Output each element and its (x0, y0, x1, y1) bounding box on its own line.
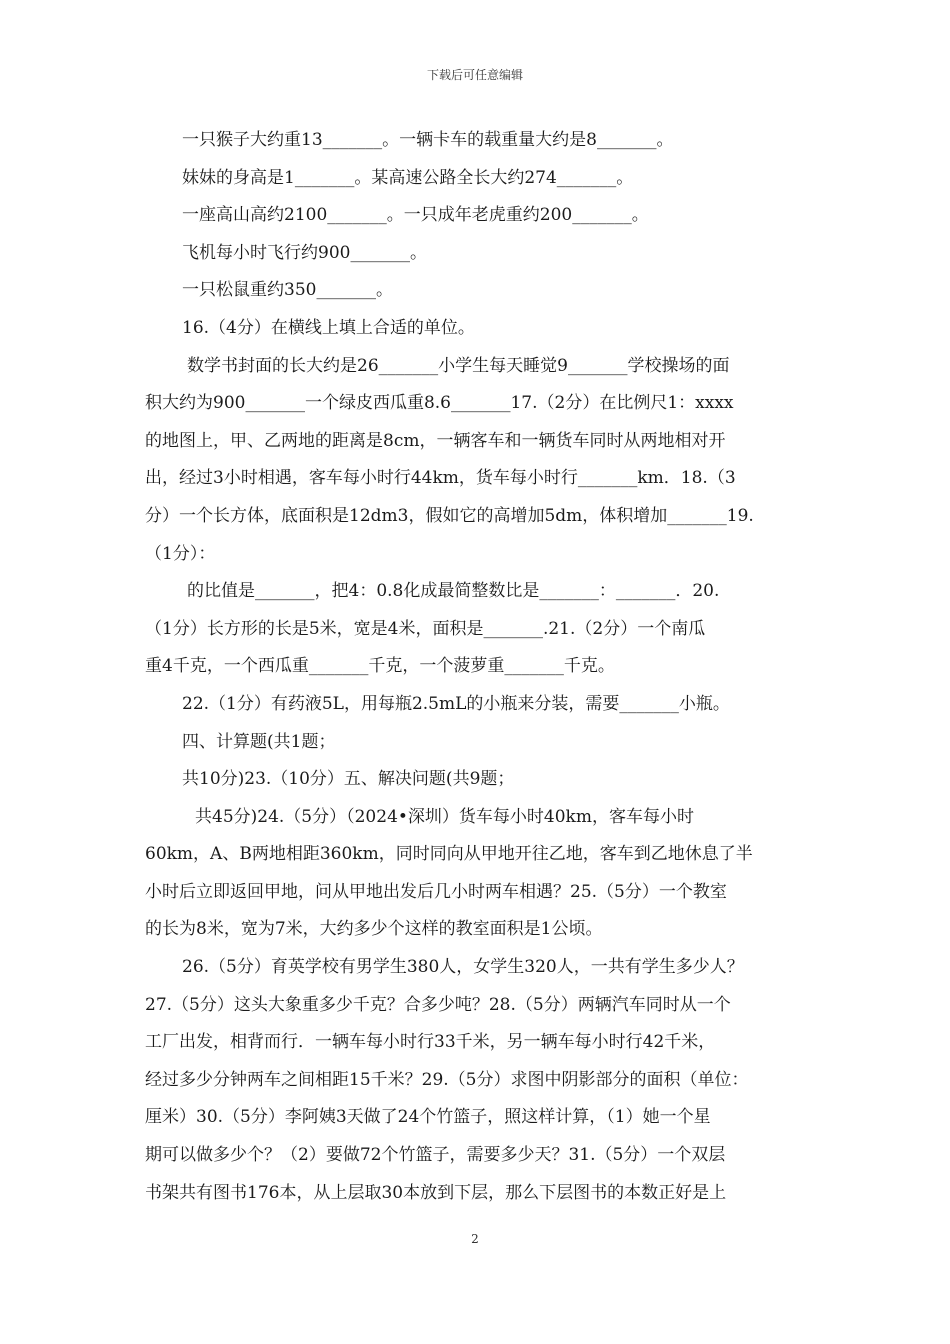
text-line: 一座高山高约2100_______。一只成年老虎重约200_______。 (182, 205, 649, 226)
text-line: 27.（5分）这头大象重多少千克？合多少吨？28.（5分）两辆汽车同时从一个 (145, 994, 731, 1015)
text-line: 一只猴子大约重13_______。一辆卡车的载重量大约是8_______。 (182, 130, 674, 150)
text-line: 数学书封面的长大约是26_______小学生每天睡觉9_______学校操场的面 (187, 355, 730, 376)
question-16: 16.（4分）在横线上填上合适的单位。 (182, 317, 475, 338)
text-line: 的地图上，甲、乙两地的距离是8cm，一辆客车和一辆货车同时从两地相对开 (145, 430, 726, 451)
text-line: 重4千克，一个西瓜重_______千克，一个菠萝重_______千克。 (145, 656, 615, 677)
text-line: 共45分)24.（5分）（2024•深圳）货车每小时40km，客车每小时 (195, 806, 694, 827)
text-line: （1分）长方形的长是5米，宽是4米，面积是_______.21.（2分）一个南瓜 (145, 618, 706, 639)
text-line: 书架共有图书176本，从上层取30本放到下层，那么下层图书的本数正好是上 (145, 1182, 727, 1203)
text-line: 小时后立即返回甲地，问从甲地出发后几小时两车相遇？25.（5分）一个教室 (145, 881, 727, 902)
question-26: 26.（5分）育英学校有男学生380人，女学生320人，一共有学生多少人？ (182, 957, 744, 978)
text-line: 积大约为900_______一个绿皮西瓜重8.6_______17.（2分）在比例尺1：xxxx (145, 393, 734, 414)
text-line: 厘米）30.（5分）李阿姨3天做了24个竹篮子，照这样计算，（1）她一个星 (145, 1107, 711, 1128)
text-line: 工厂出发，相背而行．一辆车每小时行33千米，另一辆车每小时行42千米， (145, 1032, 716, 1053)
text-line: 妹妹的身高是1_______。某高速公路全长大约274_______。 (182, 167, 634, 188)
text-line: 分）一个长方体，底面积是12dm3，假如它的高增加5dm，体积增加_______19. (145, 505, 754, 526)
text-line: 经过多少分钟两车之间相距15千米？29.（5分）求图中阴影部分的面积（单位： (145, 1069, 749, 1090)
text-line: 一只松鼠重约350_______。 (182, 280, 393, 301)
page-header: 下载后可任意编辑 (426, 68, 523, 82)
page-number: 2 (471, 1232, 479, 1246)
text-line: （1分）： (145, 543, 216, 564)
text-line: 共10分)23.（10分）五、解决问题(共9题； (182, 769, 515, 790)
text-line: 60km，A、B两地相距360km，同时同向从甲地开往乙地，客车到乙地休息了半 (145, 844, 753, 865)
question-22: 22.（1分）有药液5L，用每瓶2.5mL的小瓶来分装，需要_______小瓶。 (182, 693, 730, 714)
section-heading-calculation: 四、计算题(共1题； (182, 731, 336, 752)
text-line: 的长为8米，宽为7米，大约多少个这样的教室面积是1公顷。 (145, 919, 603, 940)
text-line: 期可以做多少个？（2）要做72个竹篮子，需要多少天？31.（5分）一个双层 (145, 1145, 726, 1166)
document-body (145, 122, 815, 1212)
text-line: 飞机每小时飞行约900_______。 (182, 242, 427, 263)
text-line: 出，经过3小时相遇，客车每小时行44km，货车每小时行_______km．18.（3 (145, 468, 736, 489)
text-line: 的比值是_______，把4：0.8化成最简整数比是_______：_______．20. (187, 581, 720, 602)
